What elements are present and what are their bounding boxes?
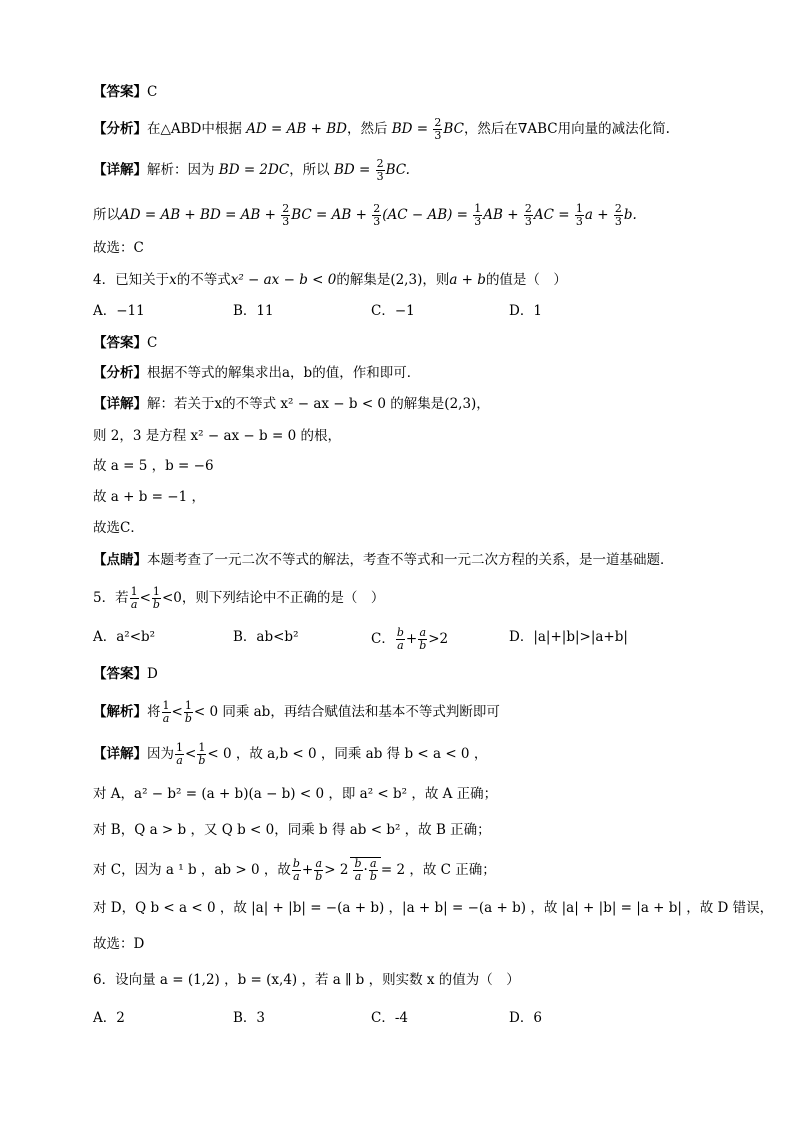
option-c: C．-4 — [371, 1010, 408, 1026]
choose-line: 故选：C — [93, 240, 144, 256]
fraction: $\frac{1}{3}$ — [474, 202, 482, 228]
question-4-stem: 4．已知关于x的不等式x² − ax − b < 0的解集是(2,3)，则a + b的值是（ ） — [93, 272, 567, 288]
option-d: D．1 — [509, 303, 542, 319]
option-b: B．ab<b² — [233, 629, 299, 645]
answer-value: C — [147, 335, 158, 351]
detail-line: 则 2，3 是方程 x² − ax − b = 0 的根， — [93, 428, 341, 444]
detail-text: 解析：因为 — [147, 162, 215, 178]
detail-line: 对 D，Q b < a < 0 ，故 |a| + |b| = −(a + b) ，|a + b| = −(a + b) ，故 |a| + |b| = |a + b| ，故 D 错误， — [93, 900, 774, 916]
analysis-text: 根据不等式的解集求出a，b的值，作和即可． — [147, 365, 421, 381]
analysis-tag: 【解析】 — [93, 704, 147, 720]
vector-equation: a + — [584, 207, 609, 223]
answer-line — [93, 333, 157, 353]
option-d: D．|a|+|b|>|a+b| — [509, 629, 628, 645]
answer-line — [93, 82, 157, 102]
answer-tag: 【答案】 — [93, 84, 147, 100]
vector-term: BC. — [385, 162, 410, 178]
vector-equation: AB + — [483, 207, 519, 223]
option-c: C．−1 — [371, 303, 415, 319]
detail-line — [93, 158, 410, 183]
vector-equation: BD = — [391, 121, 429, 137]
detail-text: 解：若关于x的不等式 x² − ax − b < 0 的解集是(2,3)， — [147, 396, 490, 412]
detail-line — [93, 394, 490, 414]
analysis-line — [93, 117, 670, 142]
option-b: B．11 — [233, 303, 274, 319]
derivation-line — [93, 203, 637, 228]
vector-equation: BD = 2DC — [218, 162, 290, 178]
detail-line: 【详解】因为 $\frac{1}{a}$ < $\frac{1}{b}$ < 0 ，故 a,b < 0 ，同乘 ab 得 b < a < 0 ， — [93, 741, 488, 767]
vector-equation: AC = — [533, 207, 570, 223]
detail-tag: 【详解】 — [93, 746, 147, 762]
answer-tag: 【答案】 — [93, 666, 147, 682]
square-root: $\frac{b}{a}$ · $\frac{a}{b}$ — [350, 857, 380, 883]
fraction: $\frac{1}{3}$ — [575, 202, 583, 228]
option-d: D．6 — [509, 1010, 542, 1026]
fraction: $\frac{2}{3}$ — [524, 202, 532, 228]
detail-tag: 【详解】 — [93, 396, 147, 412]
question-6-stem: 6．设向量 a = (1,2) ，b = (x,4) ，若 a ∥ b ，则实数 x 的值为（ ） — [93, 972, 520, 988]
option-a: A．−11 — [93, 303, 145, 319]
analysis-text: ，然后 — [346, 121, 388, 137]
comment-line — [93, 550, 674, 570]
detail-line: 故 a = 5 ，b = −6 — [93, 458, 214, 474]
fraction: $\frac{2}{3}$ — [282, 202, 290, 228]
analysis-tag: 【分析】 — [93, 365, 147, 381]
fraction: $\frac{2}{3}$ — [376, 157, 384, 183]
answer-value: D — [147, 666, 158, 682]
analysis-line: 【解析】将 $\frac{1}{a}$ < $\frac{1}{b}$ < 0 同乘 ab，再结合赋值法和基本不等式判断即可 — [93, 699, 500, 725]
analysis-text: ，然后在∇ABC用向量的减法化简. — [463, 121, 670, 137]
analysis-tag: 【分析】 — [93, 121, 147, 137]
option-c: C． $\frac{b}{a}$ + $\frac{a}{b}$ >2 — [371, 626, 449, 652]
fraction: $\frac{2}{3}$ — [614, 202, 622, 228]
analysis-text: 在△ABD中根据 — [147, 121, 242, 137]
option-a: A．2 — [93, 1010, 125, 1026]
detail-line: 故 a + b = −1 ， — [93, 489, 205, 505]
vector-equation: BD = — [333, 162, 371, 178]
answer-value: C — [147, 84, 158, 100]
detail-line: 对 C，因为 a ¹ b ，ab > 0 ，故 $\frac{b}{a}$ + $\frac{a}{b}$ > 2 $\frac{b}{a}$ · $\frac{a}{b}$ = 2 ，故 C 正确； — [93, 857, 496, 883]
comment-text: 本题考查了一元二次不等式的解法，考查不等式和一元二次方程的关系，是一道基础题． — [147, 552, 674, 568]
detail-line: 故选C． — [93, 520, 144, 536]
vector-equation: BC = AB + — [291, 207, 367, 223]
detail-line: 对 A，a² − b² = (a + b)(a − b) < 0 ，即 a² < b² ，故 A 正确； — [93, 786, 498, 802]
vector-term: BC — [443, 121, 464, 137]
detail-text: ，所以 — [289, 162, 330, 178]
option-a: A．a²<b² — [93, 629, 156, 645]
answer-tag: 【答案】 — [93, 335, 147, 351]
detail-line: 对 B，Q a > b ，又 Q b < 0，同乘 b 得 ab < b² ，故 B 正确； — [93, 822, 491, 838]
choose-line: 故选：D — [93, 936, 145, 952]
detail-tag: 【详解】 — [93, 162, 147, 178]
vector-equation: AD = AB + BD — [246, 121, 347, 137]
fraction: $\frac{2}{3}$ — [434, 116, 442, 142]
answer-line — [93, 664, 158, 684]
fraction: $\frac{2}{3}$ — [373, 202, 381, 228]
vector-equation: b. — [623, 207, 637, 223]
vector-equation: AD = AB + BD = AB + — [120, 207, 276, 223]
derivation-prefix: 所以 — [93, 207, 120, 223]
option-b: B．3 — [233, 1010, 266, 1026]
analysis-line — [93, 363, 420, 383]
question-5-stem: 5．若 $\frac{1}{a}$ < $\frac{1}{b}$ <0，则下列结论中不正确的是（ ） — [93, 585, 385, 611]
vector-equation: (AC − AB) = — [382, 207, 468, 223]
comment-tag: 【点睛】 — [93, 552, 147, 568]
